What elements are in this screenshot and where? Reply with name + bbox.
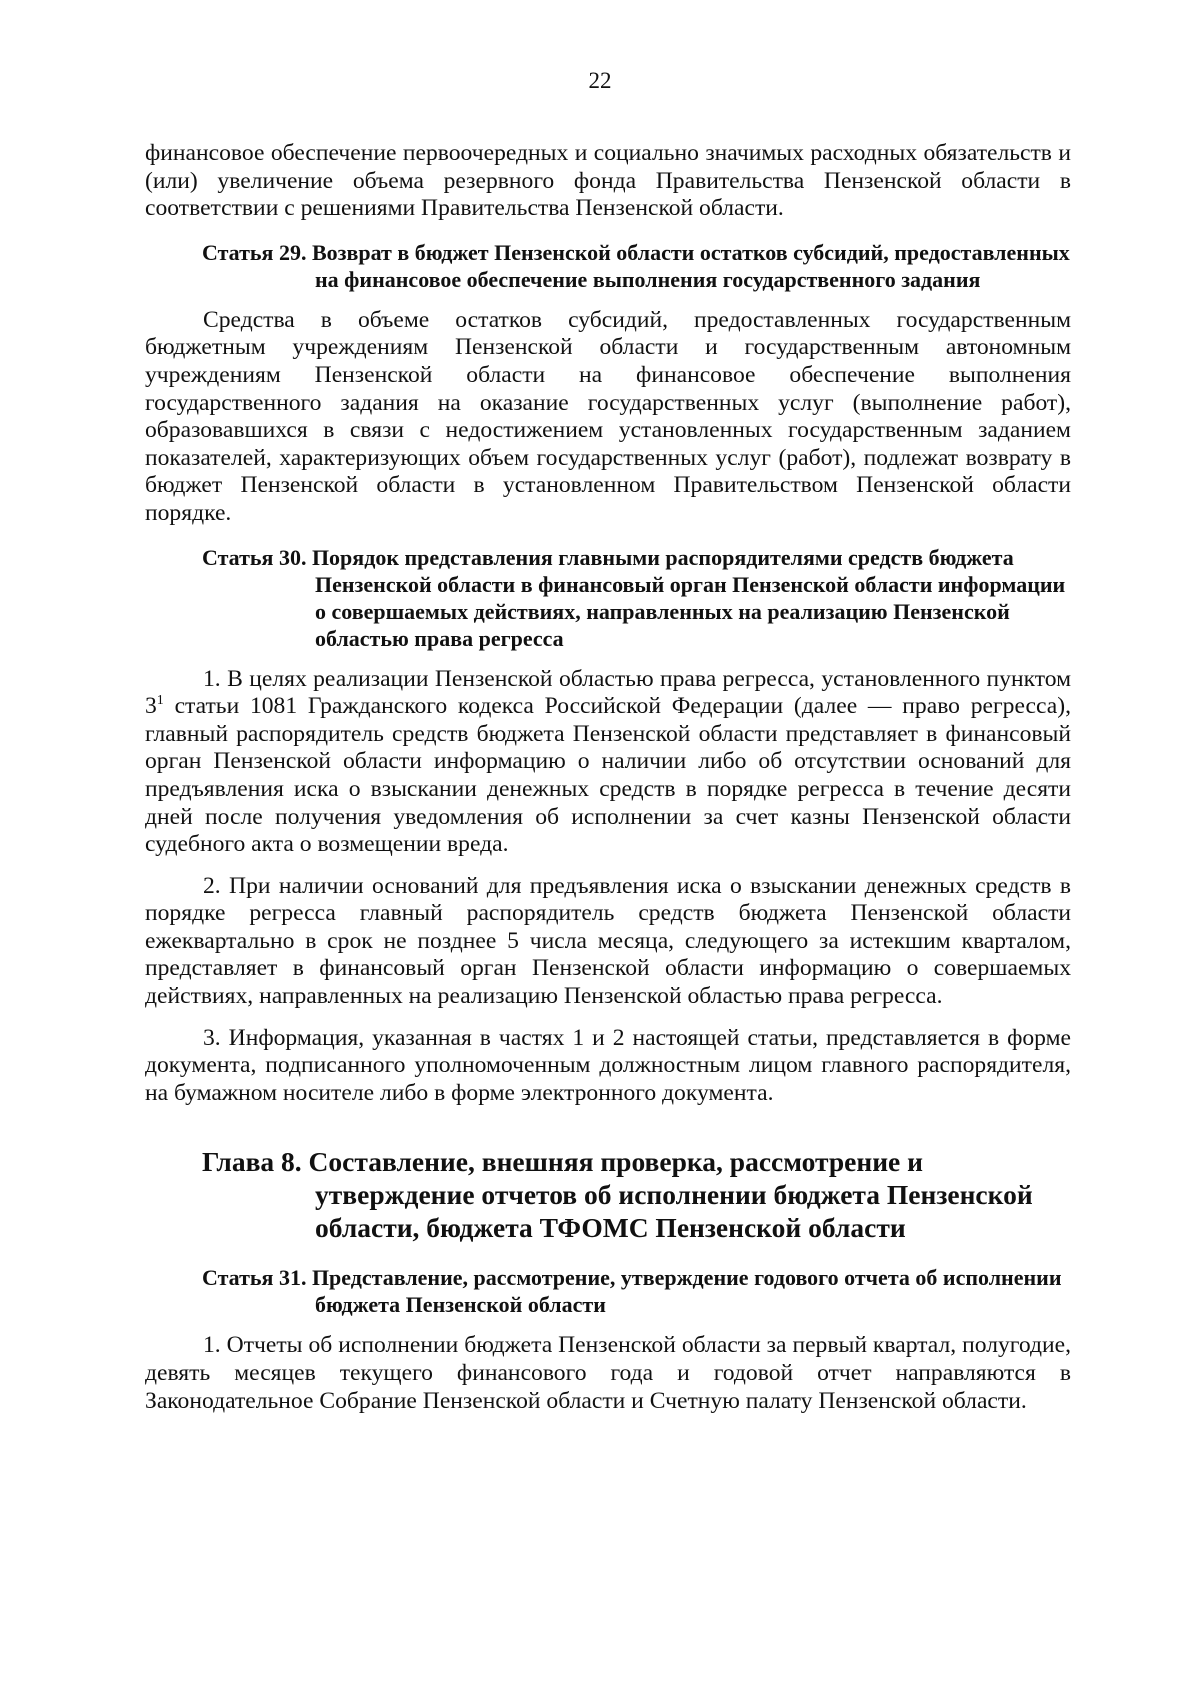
article-29-heading: Статья 29. Возврат в бюджет Пензенской области остатков субсидий, предоставленных на финансовое обеспечение выполнения государственного задания bbox=[202, 239, 1070, 292]
article-31-heading: Статья 31. Представление, рассмотрение, утверждение годового отчета об исполнении бюджета Пензенской области bbox=[202, 1265, 1062, 1318]
article-30-p1-end: статьи 1081 Гражданского кодекса Российской Федерации (далее — право регресса), главный распорядитель средств бюджета Пензенской области представляет в финансовый орган Пензенской области информацию о наличии либо об отсутствии оснований для предъявления иска о взыскании денежных средств в порядке регресса в течение десяти дней после получения уведомления об исполнении за счет казны Пензенской области судебного акта о возмещении вреда. bbox=[145, 693, 1071, 858]
article-30-paragraph-3: 3. Информация, указанная в частях 1 и 2 настоящей статьи, представляется в форме документа, подписанного уполномоченным должностным лицом главного распорядителя, на бумажном носителе либо в форме электронного документа. bbox=[145, 1024, 1071, 1106]
article-30-paragraph-1 bbox=[145, 666, 1071, 859]
document-body bbox=[145, 140, 1071, 1415]
footnote-superscript: 1 bbox=[156, 693, 164, 709]
article-31-paragraph-1: 1. Отчеты об исполнении бюджета Пензенской области за первый квартал, полугодие, девять месяцев текущего финансового года и годовой отчет направляются в Законодательное Собрание Пензенской области и Счетную палату Пензенской области. bbox=[145, 1332, 1071, 1414]
article-30-heading: Статья 30. Порядок представления главными распорядителями средств бюджета Пензенской области в финансовый орган Пензенской области информации о совершаемых действиях, направленных на реализацию Пензенской областью права регресса bbox=[202, 544, 1066, 651]
chapter-8-heading: Глава 8. Составление, внешняя проверка, рассмотрение и утверждение отчетов об исполнении бюджета Пензенской области, бюджета ТФОМС Пензенской области bbox=[202, 1146, 1033, 1244]
article-30-paragraph-2: 2. При наличии оснований для предъявления иска о взыскании денежных средств в порядке регресса главный распорядитель средств бюджета Пензенской области ежеквартально в срок не позднее 5 числа месяца, следующего за истекшим кварталом, представляет в финансовый орган Пензенской области информацию о совершаемых действиях, направленных на реализацию Пензенской областью права регресса. bbox=[145, 872, 1071, 1010]
article-30-p1-start: 1. В целях реализации Пензенской областью права регресса, установленного пунктом 3 bbox=[145, 665, 1071, 720]
article-29-paragraph: Средства в объеме остатков субсидий, предоставленных государственным бюджетным учреждениям Пензенской области и государственным автономным учреждениям Пензенской области на финансовое обеспечение выполнения государственного задания на оказание государственных услуг (выполнение работ), образовавшихся в связи с недостижением установленных государственным заданием показателей, характеризующих объем государственных услуг (работ), подлежат возврату в бюджет Пензенской области в установленном Правительством Пензенской области порядке. bbox=[145, 306, 1071, 526]
page-number: 22 bbox=[588, 68, 612, 93]
intro-paragraph: финансовое обеспечение первоочередных и социально значимых расходных обязательств и (или) увеличение объема резервного фонда Правительства Пензенской области в соответствии с решениями Правительства Пензенской области. bbox=[145, 140, 1071, 222]
